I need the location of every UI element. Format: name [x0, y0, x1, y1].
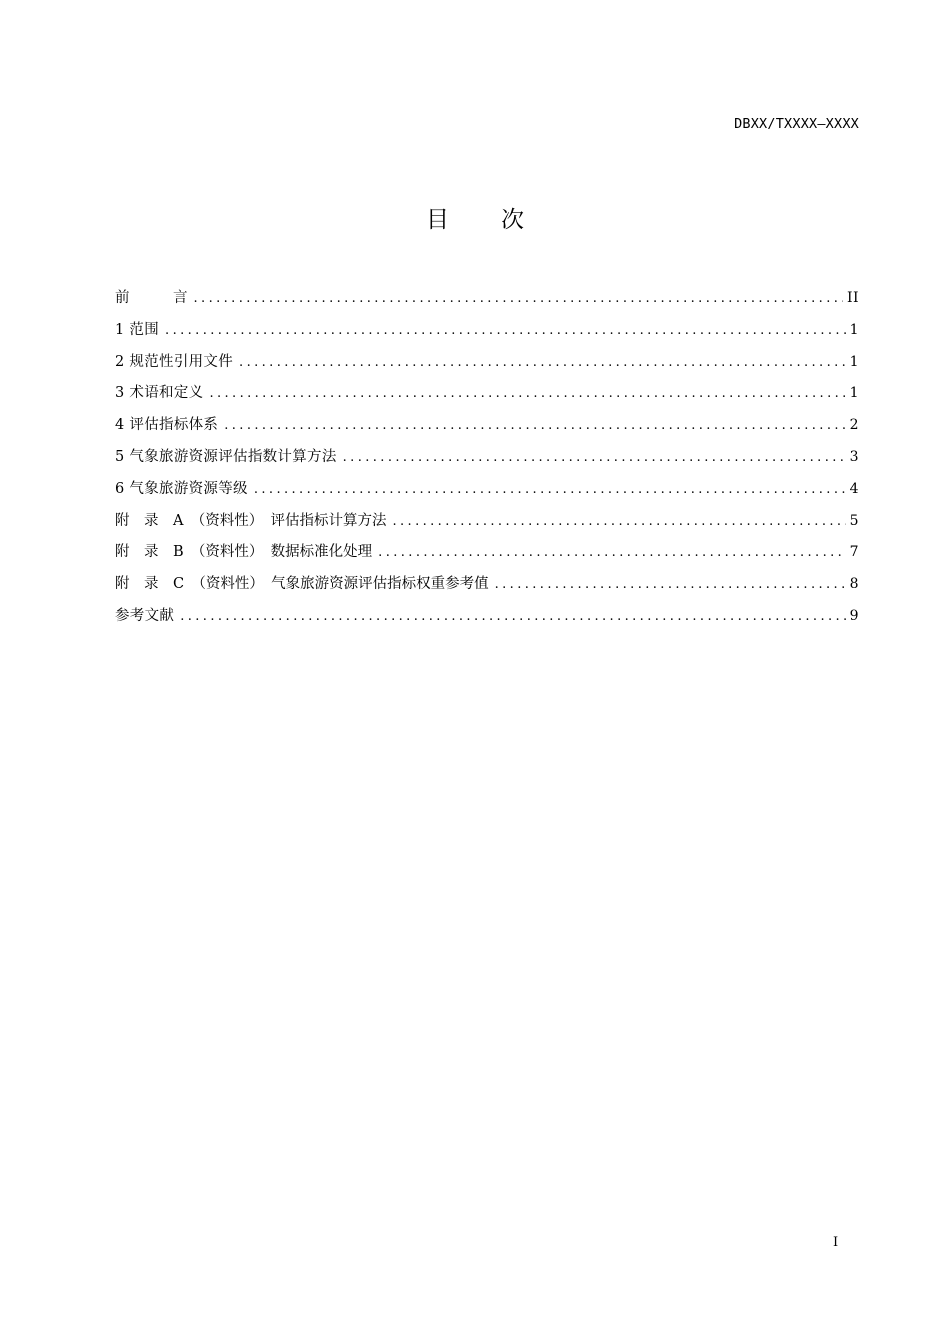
toc-leader-dots [224, 410, 845, 442]
toc-leader-dots [343, 442, 846, 474]
toc-entry-page: 1 [849, 353, 859, 370]
toc-entry-terms-definitions[interactable] [115, 378, 859, 410]
toc-leader-dots [180, 601, 845, 633]
toc-entry-normative-references[interactable] [115, 347, 859, 379]
toc-leader-dots [392, 506, 845, 538]
toc-entry-foreword[interactable] [115, 283, 859, 315]
toc-entry-label: 附 录 C （资料性） 气象旅游资源评估指标权重参考值 [115, 576, 489, 593]
toc-entry-page: 1 [849, 321, 859, 338]
toc-entry-page: II [846, 290, 859, 306]
toc-entry-page: 2 [849, 417, 859, 434]
toc-entry-bibliography[interactable] [115, 601, 859, 633]
toc-leader-dots [254, 474, 846, 506]
toc-entry-label: 3 术语和定义 [115, 385, 204, 402]
document-code: DBXX/TXXXX—XXXX [734, 116, 859, 132]
toc-entry-resource-grades[interactable] [115, 474, 859, 506]
page-number: I [833, 1235, 839, 1250]
toc-entry-page: 7 [849, 544, 859, 561]
toc-entry-label: 4 评估指标体系 [115, 417, 219, 434]
toc-entry-label: 2 规范性引用文件 [115, 353, 234, 370]
toc-title-char-1: 目 [426, 207, 449, 233]
toc-entry-label: 6 气象旅游资源等级 [115, 480, 248, 497]
toc-entry-label: 1 范围 [115, 321, 160, 338]
toc-entry-index-calculation[interactable] [115, 442, 859, 474]
toc-entry-label: 参考文献 [115, 607, 175, 624]
toc-leader-dots [378, 537, 845, 569]
toc-entry-appendix-a[interactable] [115, 506, 859, 538]
toc-entry-page: 4 [849, 480, 859, 497]
toc-entry-page: 8 [849, 576, 859, 593]
toc-list [115, 283, 859, 633]
toc-leader-dots [209, 378, 845, 410]
toc-title-char-2: 次 [501, 207, 524, 233]
toc-entry-label: 附 录 B （资料性） 数据标准化处理 [115, 544, 373, 561]
toc-entry-appendix-b[interactable] [115, 537, 859, 569]
toc-entry-indicator-system[interactable] [115, 410, 859, 442]
toc-entry-label: 5 气象旅游资源评估指数计算方法 [115, 448, 337, 465]
toc-title [0, 201, 950, 234]
toc-entry-page: 5 [849, 512, 859, 529]
toc-leader-dots [194, 283, 843, 315]
toc-entry-label: 附 录 A （资料性） 评估指标计算方法 [115, 512, 387, 529]
toc-entry-page: 1 [849, 385, 859, 402]
toc-leader-dots [239, 347, 846, 379]
toc-leader-dots [165, 315, 846, 347]
toc-entry-page: 9 [849, 607, 859, 624]
toc-entry-scope[interactable] [115, 315, 859, 347]
toc-entry-label: 前 言 [115, 290, 188, 306]
toc-entry-appendix-c[interactable] [115, 569, 859, 601]
toc-leader-dots [495, 569, 846, 601]
toc-entry-page: 3 [849, 448, 859, 465]
